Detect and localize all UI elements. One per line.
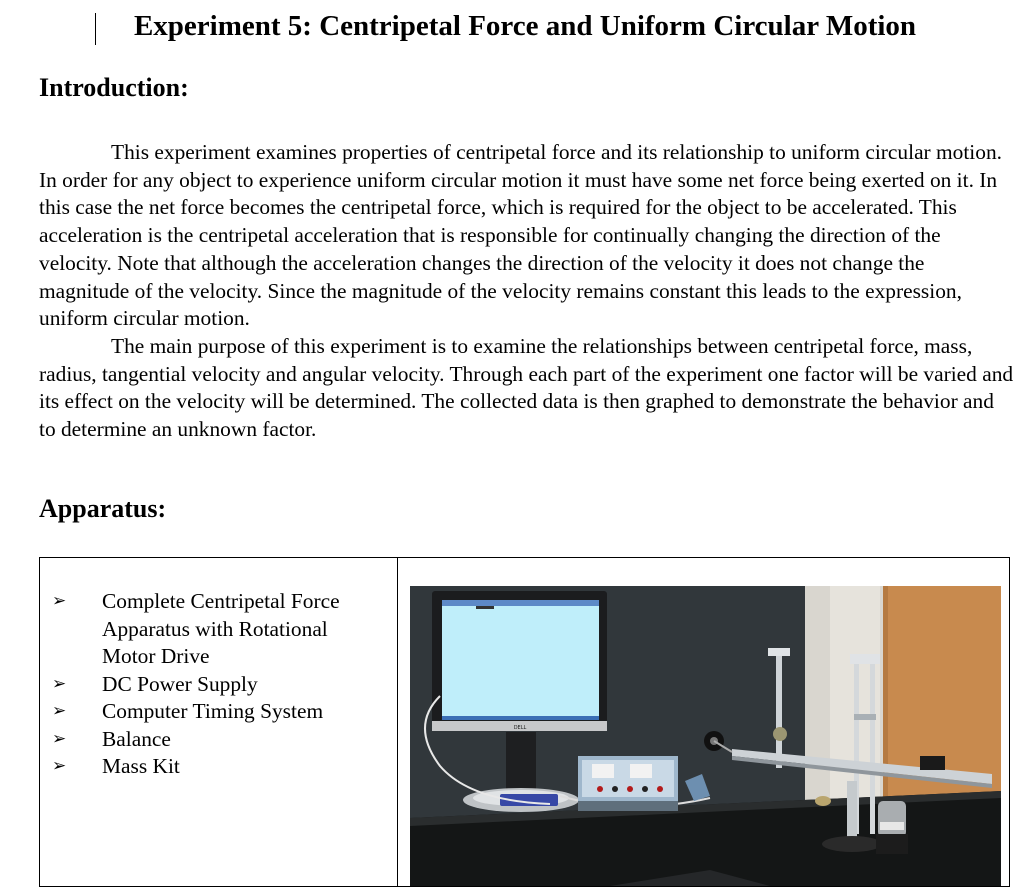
apparatus-item-label: DC Power Supply [102,671,258,696]
introduction-paragraph-2: The main purpose of this experiment is to examine the relationships between centripetal force, mass, radius, tangential velocity and angular velocity. Through each part of the experiment one factor will be varied and its effect on the velocity will be determined. The collected data is then graphed to demonstrate the behavior and to determine an unknown factor. [39,333,1014,442]
arrowhead-bullet-icon: ➢ [52,591,67,611]
apparatus-item [52,588,372,671]
apparatus-item-label: Computer Timing System [102,699,324,723]
apparatus-item [52,753,372,781]
introduction-heading: Introduction: [39,73,189,102]
monitor-brand-label: DELL [513,725,527,731]
apparatus-list [52,588,372,781]
apparatus-item-label: Complete Centripetal Force Apparatus with Rotational Motor Drive [102,589,340,668]
introduction-paragraph-1: This experiment examines properties of centripetal force and its relationship to uniform circular motion. In order for any object to experience uniform circular motion it must have some net force being exerted on it. In this case the net force becomes the centripetal force, which is required for the object to be accelerated. This acceleration is the centripetal acceleration that is responsible for continually changing the direction of the velocity. Note that although the acceleration changes the direction of the velocity it does not change the magnitude of the velocity. Since the magnitude of the velocity remains constant this leads to the expression, uniform circular motion. [39,140,1002,331]
apparatus-photo [410,586,1001,886]
apparatus-item-label: Mass Kit [102,754,180,778]
apparatus-item [52,698,372,726]
arrowhead-bullet-icon: ➢ [52,728,67,749]
apparatus-item-label: Balance [102,726,171,751]
apparatus-item [52,726,372,754]
arrowhead-bullet-icon: ➢ [52,673,67,694]
introduction-body [39,139,1014,444]
arrowhead-bullet-icon: ➢ [52,756,67,776]
apparatus-item [52,671,372,699]
table-column-divider [397,558,398,886]
page-title: Experiment 5: Centripetal Force and Uniform Circular Motion [133,10,917,42]
apparatus-table [39,557,1010,887]
arrowhead-bullet-icon: ➢ [52,701,67,721]
apparatus-heading: Apparatus: [39,494,167,523]
